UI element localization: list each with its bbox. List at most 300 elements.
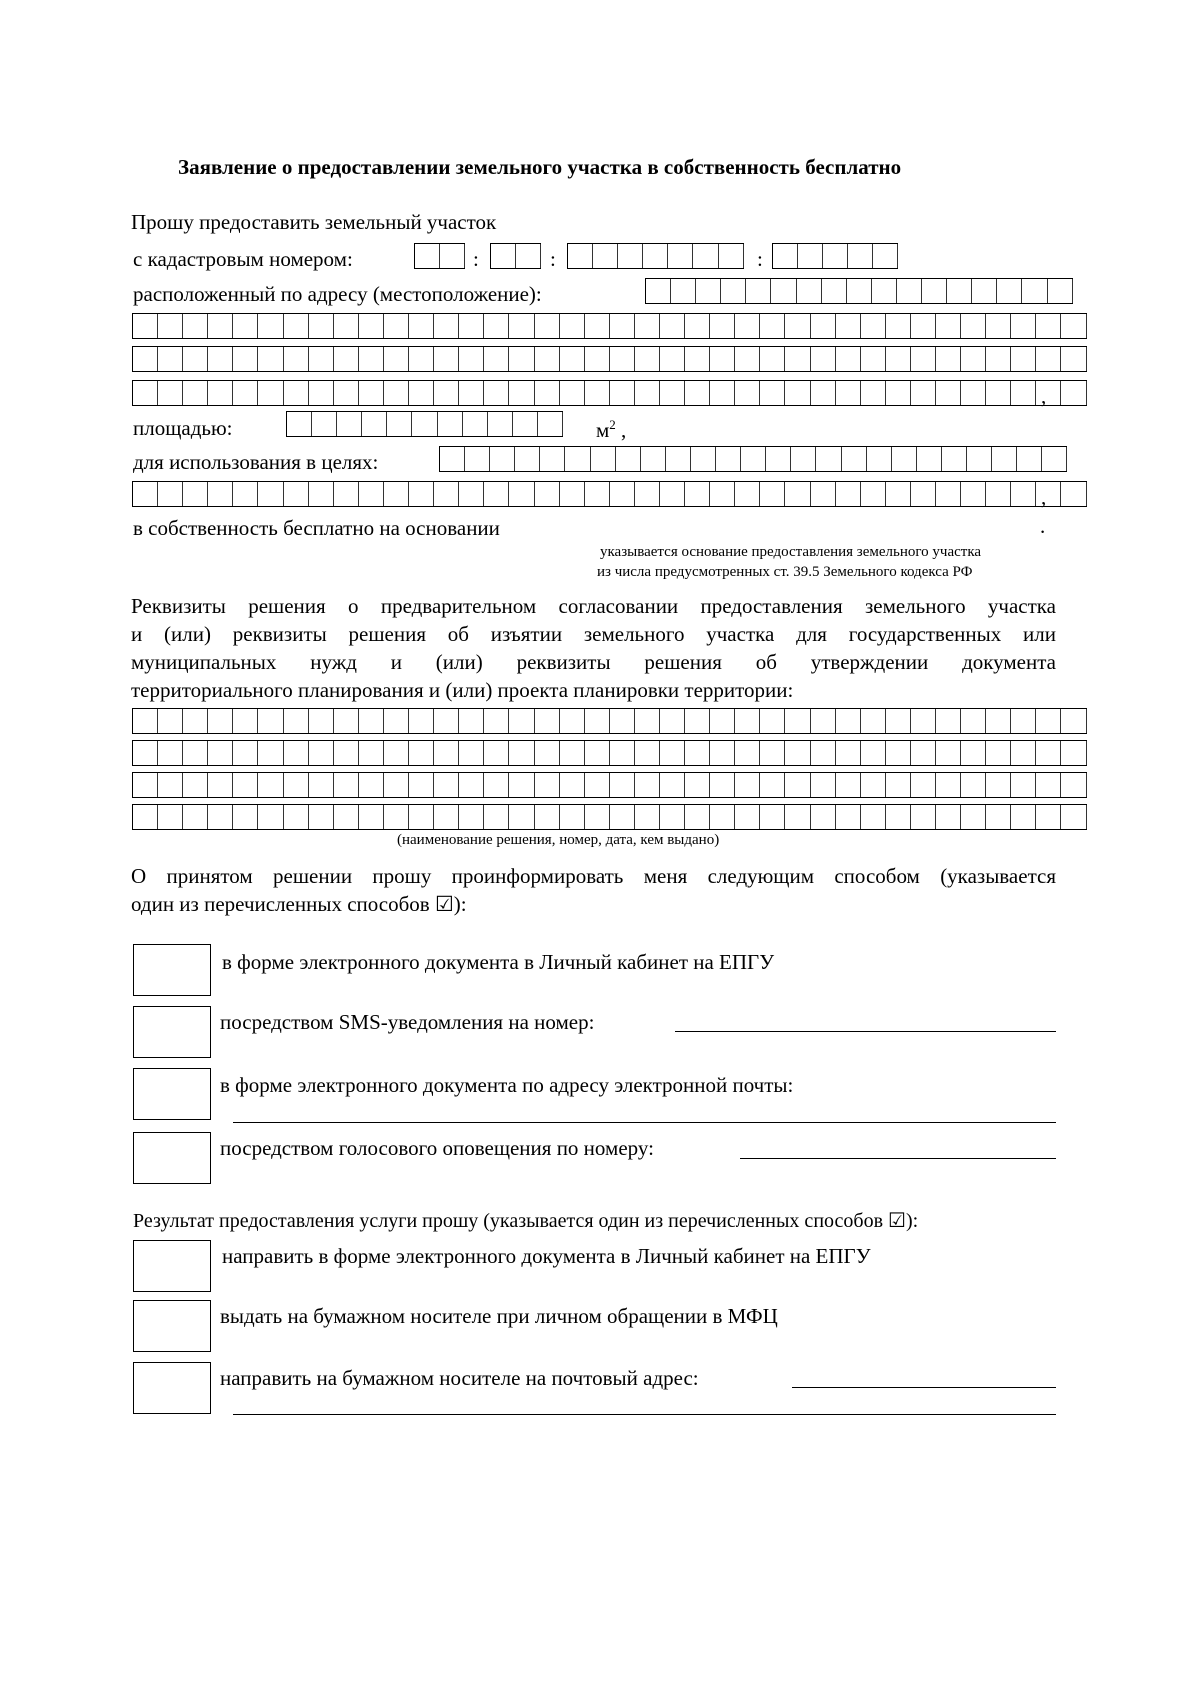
- grid-cell[interactable]: [208, 314, 233, 338]
- grid-cell[interactable]: [509, 314, 534, 338]
- grid-cell[interactable]: [936, 741, 961, 765]
- grid-cell[interactable]: [459, 347, 484, 371]
- grid-cell[interactable]: [133, 381, 158, 405]
- grid-cell[interactable]: [710, 381, 735, 405]
- grid-cell[interactable]: [635, 381, 660, 405]
- address-field-row[interactable]: [132, 380, 1087, 406]
- grid-cell[interactable]: [986, 773, 1011, 797]
- grid-cell[interactable]: [798, 244, 823, 268]
- grid-cell[interactable]: [384, 482, 409, 506]
- grid-cell[interactable]: [208, 347, 233, 371]
- grid-cell[interactable]: [760, 482, 785, 506]
- grid-cell[interactable]: [886, 741, 911, 765]
- grid-cell[interactable]: [359, 773, 384, 797]
- grid-cell[interactable]: [897, 279, 922, 303]
- grid-cell[interactable]: [535, 347, 560, 371]
- grid-cell[interactable]: [409, 741, 434, 765]
- grid-cell[interactable]: [986, 314, 1011, 338]
- grid-cell[interactable]: [183, 381, 208, 405]
- grid-cell[interactable]: [334, 709, 359, 733]
- grid-cell[interactable]: [911, 709, 936, 733]
- address-field-row[interactable]: [645, 278, 1073, 304]
- grid-cell[interactable]: [233, 482, 258, 506]
- grid-cell[interactable]: [892, 447, 917, 471]
- grid-cell[interactable]: [1036, 347, 1061, 371]
- grid-cell[interactable]: [872, 279, 897, 303]
- grid-cell[interactable]: [133, 805, 158, 829]
- grid-cell[interactable]: [409, 709, 434, 733]
- grid-cell[interactable]: [384, 741, 409, 765]
- grid-cell[interactable]: [836, 482, 861, 506]
- grid-cell[interactable]: [785, 314, 810, 338]
- grid-cell[interactable]: [415, 244, 440, 268]
- grid-cell[interactable]: [746, 279, 771, 303]
- inform-option-sms-checkbox[interactable]: [133, 1006, 211, 1058]
- grid-cell[interactable]: [735, 773, 760, 797]
- grid-cell[interactable]: [158, 709, 183, 733]
- grid-cell[interactable]: [842, 447, 867, 471]
- grid-cell[interactable]: [836, 805, 861, 829]
- grid-cell[interactable]: [735, 381, 760, 405]
- grid-cell[interactable]: [585, 381, 610, 405]
- grid-cell[interactable]: [773, 244, 798, 268]
- grid-cell[interactable]: [1011, 482, 1036, 506]
- grid-cell[interactable]: [660, 482, 685, 506]
- grid-cell[interactable]: [861, 381, 886, 405]
- grid-cell[interactable]: [785, 773, 810, 797]
- grid-cell[interactable]: [535, 314, 560, 338]
- grid-cell[interactable]: [1011, 805, 1036, 829]
- grid-cell[interactable]: [741, 447, 766, 471]
- grid-cell[interactable]: [961, 709, 986, 733]
- grid-cell[interactable]: [158, 347, 183, 371]
- grid-cell[interactable]: [409, 773, 434, 797]
- grid-cell[interactable]: [509, 381, 534, 405]
- grid-cell[interactable]: [668, 244, 693, 268]
- grid-cell[interactable]: [886, 381, 911, 405]
- grid-cell[interactable]: [309, 314, 334, 338]
- result-option-epgu-checkbox[interactable]: [133, 1240, 211, 1292]
- grid-cell[interactable]: [359, 805, 384, 829]
- grid-cell[interactable]: [861, 805, 886, 829]
- grid-cell[interactable]: [610, 741, 635, 765]
- grid-cell[interactable]: [735, 347, 760, 371]
- grid-cell[interactable]: [585, 482, 610, 506]
- grid-cell[interactable]: [710, 314, 735, 338]
- grid-cell[interactable]: [861, 314, 886, 338]
- grid-cell[interactable]: [359, 741, 384, 765]
- grid-cell[interactable]: [886, 347, 911, 371]
- grid-cell[interactable]: [284, 773, 309, 797]
- grid-cell[interactable]: [359, 709, 384, 733]
- grid-cell[interactable]: [1061, 709, 1086, 733]
- grid-cell[interactable]: [309, 709, 334, 733]
- grid-cell[interactable]: [911, 773, 936, 797]
- grid-cell[interactable]: [710, 347, 735, 371]
- grid-cell[interactable]: [861, 741, 886, 765]
- grid-cell[interactable]: [440, 447, 465, 471]
- grid-cell[interactable]: [1048, 279, 1073, 303]
- grid-cell[interactable]: [936, 347, 961, 371]
- grid-cell[interactable]: [610, 381, 635, 405]
- grid-cell[interactable]: [1036, 709, 1061, 733]
- postal-address-field[interactable]: [792, 1387, 1056, 1388]
- grid-cell[interactable]: [911, 347, 936, 371]
- grid-cell[interactable]: [337, 412, 362, 436]
- grid-cell[interactable]: [610, 314, 635, 338]
- grid-cell[interactable]: [785, 741, 810, 765]
- grid-cell[interactable]: [233, 741, 258, 765]
- grid-cell[interactable]: [459, 805, 484, 829]
- grid-cell[interactable]: [972, 279, 997, 303]
- grid-cell[interactable]: [535, 482, 560, 506]
- grid-cell[interactable]: [384, 805, 409, 829]
- grid-cell[interactable]: [459, 741, 484, 765]
- grid-cell[interactable]: [183, 741, 208, 765]
- grid-cell[interactable]: [1011, 347, 1036, 371]
- grid-cell[interactable]: [334, 805, 359, 829]
- grid-cell[interactable]: [258, 773, 283, 797]
- grid-cell[interactable]: [208, 709, 233, 733]
- grid-cell[interactable]: [560, 805, 585, 829]
- grid-cell[interactable]: [585, 314, 610, 338]
- grid-cell[interactable]: [610, 709, 635, 733]
- grid-cell[interactable]: [509, 741, 534, 765]
- grid-cell[interactable]: [760, 805, 785, 829]
- grid-cell[interactable]: [540, 447, 565, 471]
- sms-number-field[interactable]: [675, 1031, 1056, 1032]
- grid-cell[interactable]: [284, 381, 309, 405]
- grid-cell[interactable]: [610, 482, 635, 506]
- grid-cell[interactable]: [811, 741, 836, 765]
- grid-cell[interactable]: [1011, 709, 1036, 733]
- grid-cell[interactable]: [565, 447, 590, 471]
- grid-cell[interactable]: [760, 709, 785, 733]
- grid-cell[interactable]: [258, 347, 283, 371]
- grid-cell[interactable]: [585, 347, 610, 371]
- grid-cell[interactable]: [484, 482, 509, 506]
- grid-cell[interactable]: [158, 482, 183, 506]
- grid-cell[interactable]: [560, 482, 585, 506]
- grid-cell[interactable]: [816, 447, 841, 471]
- grid-cell[interactable]: [1042, 447, 1067, 471]
- grid-cell[interactable]: [618, 244, 643, 268]
- grid-cell[interactable]: [535, 709, 560, 733]
- grid-cell[interactable]: [513, 412, 538, 436]
- cadastral-part-4[interactable]: [772, 243, 898, 269]
- grid-cell[interactable]: [936, 381, 961, 405]
- grid-cell[interactable]: [412, 412, 437, 436]
- grid-cell[interactable]: [384, 347, 409, 371]
- grid-cell[interactable]: [685, 773, 710, 797]
- grid-cell[interactable]: [671, 279, 696, 303]
- grid-cell[interactable]: [760, 381, 785, 405]
- grid-cell[interactable]: [585, 741, 610, 765]
- grid-cell[interactable]: [917, 447, 942, 471]
- grid-cell[interactable]: [646, 279, 671, 303]
- grid-cell[interactable]: [961, 805, 986, 829]
- grid-cell[interactable]: [183, 709, 208, 733]
- grid-cell[interactable]: [660, 709, 685, 733]
- grid-cell[interactable]: [158, 805, 183, 829]
- grid-cell[interactable]: [484, 773, 509, 797]
- voice-number-field[interactable]: [740, 1158, 1056, 1159]
- grid-cell[interactable]: [997, 279, 1022, 303]
- grid-cell[interactable]: [434, 709, 459, 733]
- grid-cell[interactable]: [585, 805, 610, 829]
- grid-cell[interactable]: [459, 482, 484, 506]
- grid-cell[interactable]: [208, 381, 233, 405]
- grid-cell[interactable]: [434, 314, 459, 338]
- grid-cell[interactable]: [284, 314, 309, 338]
- grid-cell[interactable]: [434, 347, 459, 371]
- grid-cell[interactable]: [721, 279, 746, 303]
- grid-cell[interactable]: [610, 805, 635, 829]
- grid-cell[interactable]: [785, 709, 810, 733]
- grid-cell[interactable]: [961, 381, 986, 405]
- grid-cell[interactable]: [836, 347, 861, 371]
- grid-cell[interactable]: [538, 412, 563, 436]
- grid-cell[interactable]: [515, 447, 540, 471]
- grid-cell[interactable]: [1061, 805, 1086, 829]
- grid-cell[interactable]: [233, 709, 258, 733]
- grid-cell[interactable]: [312, 412, 337, 436]
- grid-cell[interactable]: [484, 741, 509, 765]
- grid-cell[interactable]: [509, 347, 534, 371]
- grid-cell[interactable]: [509, 709, 534, 733]
- grid-cell[interactable]: [359, 381, 384, 405]
- grid-cell[interactable]: [660, 805, 685, 829]
- email-field[interactable]: [233, 1122, 1056, 1123]
- grid-cell[interactable]: [811, 347, 836, 371]
- grid-cell[interactable]: [535, 741, 560, 765]
- grid-cell[interactable]: [635, 805, 660, 829]
- grid-cell[interactable]: [309, 741, 334, 765]
- grid-cell[interactable]: [986, 381, 1011, 405]
- grid-cell[interactable]: [362, 412, 387, 436]
- grid-cell[interactable]: [133, 347, 158, 371]
- grid-cell[interactable]: [961, 314, 986, 338]
- grid-cell[interactable]: [886, 709, 911, 733]
- grid-cell[interactable]: [183, 805, 208, 829]
- grid-cell[interactable]: [836, 314, 861, 338]
- grid-cell[interactable]: [459, 709, 484, 733]
- grid-cell[interactable]: [459, 314, 484, 338]
- grid-cell[interactable]: [183, 314, 208, 338]
- grid-cell[interactable]: [861, 709, 886, 733]
- grid-cell[interactable]: [635, 314, 660, 338]
- grid-cell[interactable]: [967, 447, 992, 471]
- grid-cell[interactable]: [660, 773, 685, 797]
- grid-cell[interactable]: [1061, 314, 1086, 338]
- grid-cell[interactable]: [873, 244, 898, 268]
- grid-cell[interactable]: [911, 314, 936, 338]
- grid-cell[interactable]: [986, 347, 1011, 371]
- grid-cell[interactable]: [811, 773, 836, 797]
- grid-cell[interactable]: [440, 244, 465, 268]
- grid-cell[interactable]: [484, 709, 509, 733]
- grid-cell[interactable]: [133, 482, 158, 506]
- grid-cell[interactable]: [823, 244, 848, 268]
- grid-cell[interactable]: [660, 741, 685, 765]
- grid-cell[interactable]: [710, 482, 735, 506]
- grid-cell[interactable]: [861, 347, 886, 371]
- result-option-mfc-checkbox[interactable]: [133, 1300, 211, 1352]
- grid-cell[interactable]: [911, 805, 936, 829]
- grid-cell[interactable]: [463, 412, 488, 436]
- grid-cell[interactable]: [911, 482, 936, 506]
- grid-cell[interactable]: [359, 314, 384, 338]
- grid-cell[interactable]: [936, 482, 961, 506]
- grid-cell[interactable]: [387, 412, 412, 436]
- grid-cell[interactable]: [886, 805, 911, 829]
- grid-cell[interactable]: [133, 709, 158, 733]
- grid-cell[interactable]: [685, 709, 710, 733]
- grid-cell[interactable]: [309, 381, 334, 405]
- grid-cell[interactable]: [635, 709, 660, 733]
- grid-cell[interactable]: [760, 773, 785, 797]
- grid-cell[interactable]: [785, 482, 810, 506]
- grid-cell[interactable]: [635, 347, 660, 371]
- purpose-field-row[interactable]: [439, 446, 1067, 472]
- grid-cell[interactable]: [660, 314, 685, 338]
- grid-cell[interactable]: [719, 244, 744, 268]
- grid-cell[interactable]: [961, 773, 986, 797]
- grid-cell[interactable]: [359, 482, 384, 506]
- grid-cell[interactable]: [936, 709, 961, 733]
- grid-cell[interactable]: [735, 741, 760, 765]
- grid-cell[interactable]: [760, 741, 785, 765]
- grid-cell[interactable]: [660, 347, 685, 371]
- grid-cell[interactable]: [434, 773, 459, 797]
- grid-cell[interactable]: [484, 314, 509, 338]
- grid-cell[interactable]: [183, 347, 208, 371]
- grid-cell[interactable]: [710, 805, 735, 829]
- grid-cell[interactable]: [797, 279, 822, 303]
- grid-cell[interactable]: [1011, 314, 1036, 338]
- grid-cell[interactable]: [771, 279, 796, 303]
- grid-cell[interactable]: [560, 314, 585, 338]
- grid-cell[interactable]: [1011, 381, 1036, 405]
- grid-cell[interactable]: [735, 709, 760, 733]
- result-option-mail-checkbox[interactable]: [133, 1362, 211, 1414]
- grid-cell[interactable]: [785, 347, 810, 371]
- grid-cell[interactable]: [465, 447, 490, 471]
- grid-cell[interactable]: [1036, 314, 1061, 338]
- grid-cell[interactable]: [691, 447, 716, 471]
- grid-cell[interactable]: [836, 741, 861, 765]
- grid-cell[interactable]: [911, 741, 936, 765]
- grid-cell[interactable]: [961, 347, 986, 371]
- inform-option-voice-checkbox[interactable]: [133, 1132, 211, 1184]
- grid-cell[interactable]: [735, 314, 760, 338]
- grid-cell[interactable]: [183, 482, 208, 506]
- grid-cell[interactable]: [409, 381, 434, 405]
- grid-cell[interactable]: [735, 482, 760, 506]
- grid-cell[interactable]: [359, 347, 384, 371]
- requisites-field-row[interactable]: [132, 708, 1087, 734]
- grid-cell[interactable]: [992, 447, 1017, 471]
- grid-cell[interactable]: [693, 244, 718, 268]
- grid-cell[interactable]: [484, 347, 509, 371]
- cadastral-part-1[interactable]: [414, 243, 465, 269]
- grid-cell[interactable]: [922, 279, 947, 303]
- area-field[interactable]: [286, 411, 563, 437]
- grid-cell[interactable]: [696, 279, 721, 303]
- grid-cell[interactable]: [560, 741, 585, 765]
- grid-cell[interactable]: [593, 244, 618, 268]
- grid-cell[interactable]: [961, 741, 986, 765]
- postal-address-field-line-2[interactable]: [233, 1414, 1056, 1415]
- grid-cell[interactable]: [334, 741, 359, 765]
- purpose-field-row[interactable]: [132, 481, 1087, 507]
- grid-cell[interactable]: [1061, 741, 1086, 765]
- grid-cell[interactable]: [158, 381, 183, 405]
- grid-cell[interactable]: [986, 482, 1011, 506]
- grid-cell[interactable]: [334, 381, 359, 405]
- grid-cell[interactable]: [158, 314, 183, 338]
- grid-cell[interactable]: [591, 447, 616, 471]
- grid-cell[interactable]: [836, 709, 861, 733]
- address-field-row[interactable]: [132, 313, 1087, 339]
- grid-cell[interactable]: [258, 805, 283, 829]
- grid-cell[interactable]: [509, 773, 534, 797]
- grid-cell[interactable]: [867, 447, 892, 471]
- grid-cell[interactable]: [133, 314, 158, 338]
- grid-cell[interactable]: [942, 447, 967, 471]
- grid-cell[interactable]: [409, 482, 434, 506]
- grid-cell[interactable]: [811, 805, 836, 829]
- grid-cell[interactable]: [635, 741, 660, 765]
- grid-cell[interactable]: [434, 805, 459, 829]
- grid-cell[interactable]: [641, 447, 666, 471]
- grid-cell[interactable]: [811, 482, 836, 506]
- grid-cell[interactable]: [1017, 447, 1042, 471]
- grid-cell[interactable]: [284, 741, 309, 765]
- grid-cell[interactable]: [986, 741, 1011, 765]
- grid-cell[interactable]: [936, 314, 961, 338]
- grid-cell[interactable]: [334, 773, 359, 797]
- grid-cell[interactable]: [438, 412, 463, 436]
- grid-cell[interactable]: [785, 805, 810, 829]
- grid-cell[interactable]: [334, 347, 359, 371]
- grid-cell[interactable]: [233, 805, 258, 829]
- grid-cell[interactable]: [822, 279, 847, 303]
- grid-cell[interactable]: [886, 314, 911, 338]
- grid-cell[interactable]: [643, 244, 668, 268]
- grid-cell[interactable]: [716, 447, 741, 471]
- grid-cell[interactable]: [660, 381, 685, 405]
- grid-cell[interactable]: [183, 773, 208, 797]
- grid-cell[interactable]: [208, 741, 233, 765]
- grid-cell[interactable]: [309, 482, 334, 506]
- grid-cell[interactable]: [1061, 773, 1086, 797]
- grid-cell[interactable]: [384, 773, 409, 797]
- grid-cell[interactable]: [560, 773, 585, 797]
- grid-cell[interactable]: [233, 773, 258, 797]
- grid-cell[interactable]: [384, 381, 409, 405]
- grid-cell[interactable]: [735, 805, 760, 829]
- grid-cell[interactable]: [409, 347, 434, 371]
- grid-cell[interactable]: [936, 773, 961, 797]
- grid-cell[interactable]: [287, 412, 312, 436]
- grid-cell[interactable]: [258, 381, 283, 405]
- grid-cell[interactable]: [961, 482, 986, 506]
- requisites-field-row[interactable]: [132, 740, 1087, 766]
- grid-cell[interactable]: [409, 314, 434, 338]
- grid-cell[interactable]: [208, 773, 233, 797]
- grid-cell[interactable]: [258, 482, 283, 506]
